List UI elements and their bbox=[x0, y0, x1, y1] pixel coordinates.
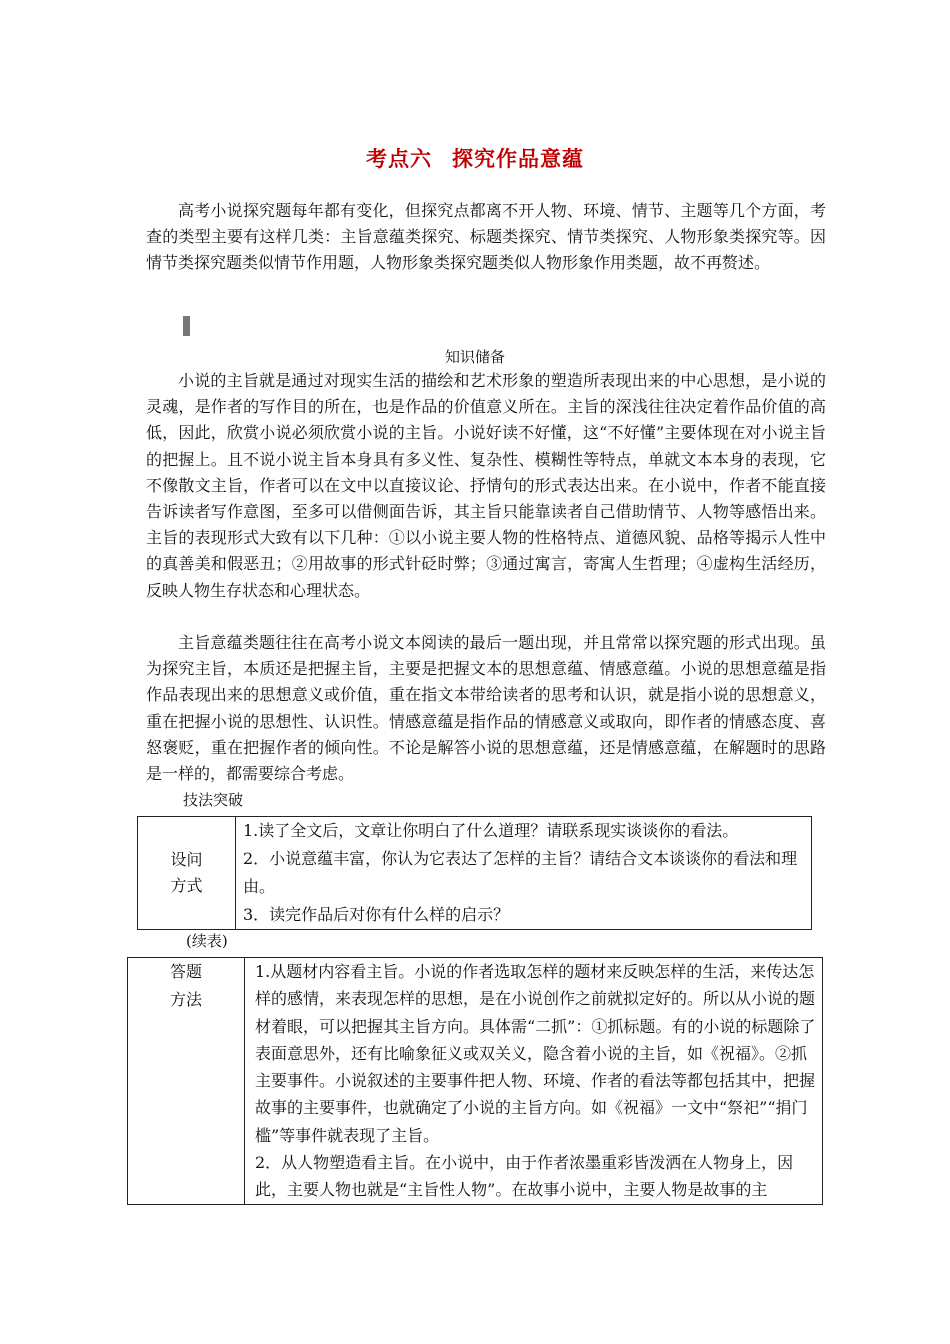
knowledge-paragraph-2: 主旨意蕴类题往往在高考小说文本阅读的最后一题出现，并且常常以探究题的形式出现。虽为探究主旨，本质还是把握主旨，主要是把握文本的思想意蕴、情感意蕴。小说的思想意蕴是指作品表现出来的思想意义或价值，重在指文本带给读者的思考和认识，就是指小说的思想意义，重在把握小说的思想性、认识性。情感意蕴是指作品的情感意义或取向，即作者的情感态度、喜怒褒贬，重在把握作者的倾向性。不论是解答小说的思想意蕴，还是情感意蕴，在解题时的思路是一样的，都需要综合考虑。 bbox=[146, 633, 826, 784]
list-item: 2．小说意蕴丰富，你认为它表达了怎样的主旨？请结合文本谈谈你的看法和理由。 bbox=[243, 849, 798, 896]
list-item: 3．读完作品后对你有什么样的启示？ bbox=[243, 905, 510, 924]
section-marker-bar bbox=[183, 316, 190, 336]
continued-table-label: (续表) bbox=[186, 932, 228, 950]
question-format-table bbox=[137, 816, 812, 930]
table-row bbox=[128, 958, 823, 1205]
question-format-label: 设问 方式 bbox=[138, 817, 236, 930]
intro-paragraph: 高考小说探究题每年都有变化，但探究点都离不开人物、环境、情节、主题等几个方面，考查的类型主要有这样几类：主旨意蕴类探究、标题类探究、情节类探究、人物形象类探究等。因情节类探究题类似情节作用题，人物形象类探究题类似人物形象作用类题，故不再赘述。 bbox=[146, 201, 826, 273]
answer-method-table bbox=[127, 957, 823, 1205]
knowledge-heading: 知识储备 bbox=[444, 348, 505, 366]
list-item: 1.从题材内容看主旨。小说的作者选取怎样的题材来反映怎样的生活，来传达怎样的感情，来表现怎样的思想，是在小说创作之前就拟定好的。所以从小说的题材着眼，可以把握其主旨方向。具体需“二抓”：①抓标题。有的小说的标题除了表面意思外，还有比喻象征义或双关义，隐含着小说的主旨，如《祝福》。②抓主要事件。小说叙述的主要事件把人物、环境、作者的看法等都包括其中，把握故事的主要事件，也就确定了小说的主旨方向。如《祝福》一文中“祭祀”“捐门槛”等事件就表现了主旨。 bbox=[255, 962, 816, 1145]
title-part2: 探究作品意蕴 bbox=[452, 146, 584, 171]
answer-method-content bbox=[245, 958, 823, 1205]
page-title bbox=[0, 143, 950, 173]
list-item: 2．从人物塑造看主旨。在小说中，由于作者浓墨重彩皆泼洒在人物身上，因此，主要人物也就是“主旨性人物”。在故事小说中，主要人物是故事的主 bbox=[255, 1153, 794, 1200]
technique-heading: 技法突破 bbox=[183, 791, 244, 809]
table-row bbox=[138, 817, 812, 930]
question-format-content bbox=[236, 817, 812, 930]
list-item: 1.读了全文后，文章让你明白了什么道理？请联系现实谈谈你的看法。 bbox=[243, 821, 739, 840]
title-part1: 考点六 bbox=[366, 146, 432, 171]
answer-method-label: 答题 方法 bbox=[128, 958, 245, 1205]
knowledge-paragraph-1: 小说的主旨就是通过对现实生活的描绘和艺术形象的塑造所表现出来的中心思想，是小说的灵魂，是作者的写作目的所在，也是作品的价值意义所在。主旨的深浅往往决定着作品价值的高低，因此，欣赏小说必须欣赏小说的主旨。小说好读不好懂，这“不好懂”主要体现在对小说主旨的把握上。且不说小说主旨本身具有多义性、复杂性、模糊性等特点，单就文本本身的表现，它不像散文主旨，作者可以在文中以直接议论、抒情句的形式表达出来。在小说中，作者不能直接告诉读者写作意图，至多可以借侧面告诉，其主旨只能靠读者自己借助情节、人物等感悟出来。主旨的表现形式大致有以下几种：①以小说主要人物的性格特点、道德风貌、品格等揭示人性中的真善美和假恶丑；②用故事的形式针砭时弊；③通过寓言，寄寓人生哲理；④虚构生活经历，反映人物生存状态和心理状态。 bbox=[146, 371, 826, 600]
